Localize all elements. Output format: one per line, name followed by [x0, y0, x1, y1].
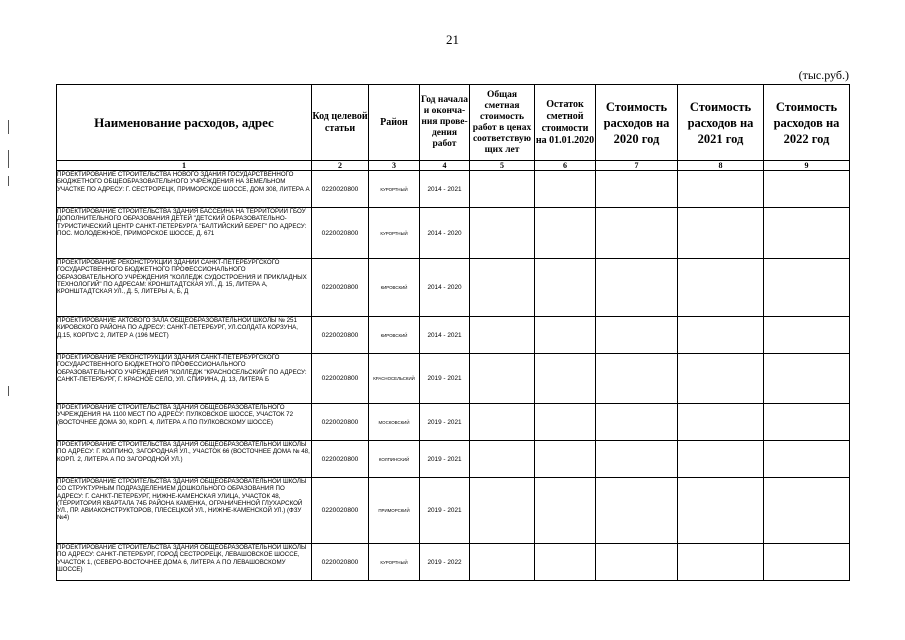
row-years: 2019 - 2021: [420, 478, 470, 544]
row-code: 0220020800: [312, 478, 369, 544]
table-row: [57, 171, 850, 208]
row-cost-2021: [678, 317, 764, 354]
row-district: КОЛПИНСКИЙ: [369, 441, 420, 478]
column-number: 4: [420, 161, 470, 171]
row-remaining: [535, 171, 596, 208]
table-row: [57, 208, 850, 259]
column-number: 9: [764, 161, 850, 171]
header-cost-2021: Стоимость расходов на 2021 год: [678, 85, 764, 161]
table-row: [57, 317, 850, 354]
row-cost-2022: [764, 354, 850, 404]
row-total-cost: [470, 354, 535, 404]
row-years: 2019 - 2022: [420, 544, 470, 581]
page-number: 21: [446, 32, 459, 47]
row-cost-2022: [764, 171, 850, 208]
row-name: ПРОЕКТИРОВАНИЕ АКТОВОГО ЗАЛА ОБЩЕОБРАЗОВАТЕЛЬНОЙ ШКОЛЫ № 251 КИРОВСКОГО РАЙОНА ПО АДРЕСУ: САНКТ-ПЕТЕРБУРГ, УЛ.СОЛДАТА КОРЗУНА, Д.15, КОРПУС 2, ЛИТЕР А (196 МЕСТ): [57, 317, 312, 354]
row-cost-2022: [764, 317, 850, 354]
row-cost-2022: [764, 208, 850, 259]
margin-mark: [8, 176, 9, 186]
row-district: КУРОРТНЫЙ: [369, 208, 420, 259]
row-years: 2014 - 2021: [420, 171, 470, 208]
budget-table: [56, 84, 850, 581]
row-cost-2020: [596, 317, 678, 354]
row-years: 2019 - 2021: [420, 404, 470, 441]
margin-mark: [8, 150, 9, 168]
row-code: 0220020800: [312, 171, 369, 208]
row-district: КИРОВСКИЙ: [369, 259, 420, 317]
column-number: 8: [678, 161, 764, 171]
row-remaining: [535, 354, 596, 404]
header-remaining: Остаток сметной стоимости на 01.01.2020: [535, 85, 596, 161]
row-district: КУРОРТНЫЙ: [369, 171, 420, 208]
row-name: ПРОЕКТИРОВАНИЕ СТРОИТЕЛЬСТВА ЗДАНИЯ ОБЩЕОБРАЗОВАТЕЛЬНОЙ ШКОЛЫ ПО АДРЕСУ: Г. КОЛПИНО, ЗАГОРОДНАЯ УЛ., УЧАСТОК 66 (ВОСТОЧНЕЕ ДОМА № 48, КОРП. 2, ЛИТЕРА А ПО ЗАГОРОДНОЙ УЛ.): [57, 441, 312, 478]
row-cost-2020: [596, 441, 678, 478]
header-total-cost: Общая сметная стоимость работ в ценах соответствую щих лет: [470, 85, 535, 161]
margin-mark: [8, 120, 9, 134]
row-cost-2020: [596, 354, 678, 404]
row-total-cost: [470, 317, 535, 354]
row-code: 0220020800: [312, 259, 369, 317]
row-cost-2022: [764, 441, 850, 478]
row-cost-2022: [764, 478, 850, 544]
row-total-cost: [470, 441, 535, 478]
row-total-cost: [470, 208, 535, 259]
row-name: ПРОЕКТИРОВАНИЕ СТРОИТЕЛЬСТВА ЗДАНИЯ ОБЩЕОБРАЗОВАТЕЛЬНОЙ ШКОЛЫ СО СТРУКТУРНЫМ ПОДРАЗДЕЛЕНИЕМ ДОШКОЛЬНОГО ОБРАЗОВАНИЯ ПО АДРЕСУ: Г. САНКТ-ПЕТЕРБУРГ, НИЖНЕ-КАМЕНСКАЯ УЛИЦА, УЧАСТОК 48, (ТЕРРИТОРИЯ КВАРТАЛА 74Б РАЙОНА КАМЕНКА, ОГРАНИЧЕННОЙ ГЛУХАРСКОЙ УЛ., ПР. АВИАКОНСТРУКТОРОВ, ПЛЕСЕЦКОЙ УЛ., НИЖНЕ-КАМЕНСКОЙ УЛ.) (ФЗУ №4): [57, 478, 312, 544]
row-district: КИРОВСКИЙ: [369, 317, 420, 354]
row-code: 0220020800: [312, 317, 369, 354]
header-cost-2020: Стоимость расходов на 2020 год: [596, 85, 678, 161]
table-row: [57, 354, 850, 404]
row-years: 2019 - 2021: [420, 354, 470, 404]
row-years: 2014 - 2020: [420, 208, 470, 259]
row-code: 0220020800: [312, 208, 369, 259]
row-total-cost: [470, 171, 535, 208]
row-remaining: [535, 441, 596, 478]
row-cost-2022: [764, 404, 850, 441]
row-remaining: [535, 259, 596, 317]
row-district: КУРОРТНЫЙ: [369, 544, 420, 581]
row-total-cost: [470, 404, 535, 441]
row-total-cost: [470, 478, 535, 544]
column-number: 7: [596, 161, 678, 171]
row-cost-2020: [596, 171, 678, 208]
units-label: (тыс.руб.): [798, 68, 849, 82]
row-name: ПРОЕКТИРОВАНИЕ СТРОИТЕЛЬСТВА ЗДАНИЯ ОБЩЕОБРАЗОВАТЕЛЬНОГО УЧРЕЖДЕНИЯ НА 1100 МЕСТ ПО АДРЕСУ: ПУЛКОВСКОЕ ШОССЕ, УЧАСТОК 72 (ВОСТОЧНЕЕ ДОМА 30, КОРП. 4, ЛИТЕРА А ПО ПУЛКОВСКОМУ ШОССЕ): [57, 404, 312, 441]
row-code: 0220020800: [312, 354, 369, 404]
table-row: [57, 544, 850, 581]
row-cost-2020: [596, 208, 678, 259]
row-name: ПРОЕКТИРОВАНИЕ РЕКОНСТРУКЦИИ ЗДАНИЯ САНКТ-ПЕТЕРБУРГСКОГО ГОСУДАРСТВЕННОГО БЮДЖЕТНОГО ПРОФЕССИОНАЛЬНОГО ОБРАЗОВАТЕЛЬНОГО УЧРЕЖДЕНИЯ "КОЛЛЕДЖ "КРАСНОСЕЛЬСКИЙ" ПО АДРЕСУ: САНКТ-ПЕТЕРБУРГ, Г. КРАСНОЕ СЕЛО, УЛ. СПИРИНА, Д. 13, ЛИТЕРА Б: [57, 354, 312, 404]
row-district: ПРИМОРСКИЙ: [369, 478, 420, 544]
row-cost-2021: [678, 478, 764, 544]
row-code: 0220020800: [312, 404, 369, 441]
row-cost-2020: [596, 404, 678, 441]
header-district: Район: [369, 85, 420, 161]
row-name: ПРОЕКТИРОВАНИЕ СТРОИТЕЛЬСТВА НОВОГО ЗДАНИЯ ГОСУДАРСТВЕННОГО БЮДЖЕТНОГО ОБЩЕОБРАЗОВАТЕЛЬНОГО УЧРЕЖДЕНИЯ НА ЗЕМЕЛЬНОМ УЧАСТКЕ ПО АДРЕСУ: Г. СЕСТРОРЕЦК, ПРИМОРСКОЕ ШОССЕ, ДОМ 308, ЛИТЕРА А: [57, 171, 312, 208]
row-district: КРАСНОСЕЛЬСКИЙ: [369, 354, 420, 404]
column-number: 3: [369, 161, 420, 171]
row-cost-2020: [596, 259, 678, 317]
column-number-row: [57, 161, 850, 171]
row-years: 2019 - 2021: [420, 441, 470, 478]
column-number: 2: [312, 161, 369, 171]
row-district: МОСКОВСКИЙ: [369, 404, 420, 441]
row-name: ПРОЕКТИРОВАНИЕ СТРОИТЕЛЬСТВА ЗДАНИЯ ОБЩЕОБРАЗОВАТЕЛЬНОЙ ШКОЛЫ ПО АДРЕСУ: САНКТ-ПЕТЕРБУРГ, ГОРОД СЕСТРОРЕЦК, ЛЕВАШОВСКОЕ ШОССЕ, УЧАСТОК 1, (СЕВЕРО-ВОСТОЧНЕЕ ДОМА 6, ЛИТЕРА А ПО ЛЕВАШОВСКОМУ ШОССЕ): [57, 544, 312, 581]
table-row: [57, 404, 850, 441]
table-row: [57, 478, 850, 544]
row-cost-2021: [678, 259, 764, 317]
row-cost-2022: [764, 259, 850, 317]
row-years: 2014 - 2021: [420, 317, 470, 354]
row-total-cost: [470, 259, 535, 317]
header-years: Год начала и оконча-ния прове-дения работ: [420, 85, 470, 161]
row-cost-2021: [678, 354, 764, 404]
row-remaining: [535, 544, 596, 581]
row-code: 0220020800: [312, 441, 369, 478]
row-years: 2014 - 2020: [420, 259, 470, 317]
table-row: [57, 441, 850, 478]
row-cost-2021: [678, 404, 764, 441]
column-number: 1: [57, 161, 312, 171]
table-row: [57, 259, 850, 317]
row-remaining: [535, 478, 596, 544]
row-code: 0220020800: [312, 544, 369, 581]
row-cost-2020: [596, 478, 678, 544]
margin-mark: [8, 386, 9, 396]
row-cost-2020: [596, 544, 678, 581]
row-remaining: [535, 317, 596, 354]
row-cost-2021: [678, 544, 764, 581]
header-cost-2022: Стоимость расходов на 2022 год: [764, 85, 850, 161]
row-name: ПРОЕКТИРОВАНИЕ РЕКОНСТРУКЦИИ ЗДАНИЙ САНКТ-ПЕТЕРБУРГСКОГО ГОСУДАРСТВЕННОГО БЮДЖЕТНОГО ПРОФЕССИОНАЛЬНОГО ОБРАЗОВАТЕЛЬНОГО УЧРЕЖДЕНИЯ "КОЛЛЕДЖ СУДОСТРОЕНИЯ И ПРИКЛАДНЫХ ТЕХНОЛОГИЙ" ПО АДРЕСАМ: КРОНШТАДТСКАЯ УЛ., Д. 15, ЛИТЕРА А, КРОНШТАДТСКАЯ УЛ., Д. 5, ЛИТЕРЫ А, Б, Д: [57, 259, 312, 317]
row-remaining: [535, 404, 596, 441]
row-remaining: [535, 208, 596, 259]
row-cost-2021: [678, 171, 764, 208]
row-cost-2021: [678, 208, 764, 259]
row-cost-2022: [764, 544, 850, 581]
header-name: Наименование расходов, адрес: [57, 85, 312, 161]
row-name: ПРОЕКТИРОВАНИЕ СТРОИТЕЛЬСТВА ЗДАНИЯ БАССЕЙНА НА ТЕРРИТОРИИ ГБОУ ДОПОЛНИТЕЛЬНОГО ОБРАЗОВАНИЯ ДЕТЕЙ "ДЕТСКИЙ ОБРАЗОВАТЕЛЬНО-ТУРИСТИЧЕСКИЙ ЦЕНТР САНКТ-ПЕТЕРБУРГА "БАЛТИЙСКИЙ БЕРЕГ" ПО АДРЕСУ: ПОС. МОЛОДЕЖНОЕ, ПРИМОРСКОЕ ШОССЕ, Д. 671: [57, 208, 312, 259]
column-number: 5: [470, 161, 535, 171]
column-number: 6: [535, 161, 596, 171]
row-cost-2021: [678, 441, 764, 478]
header-row: [57, 85, 850, 161]
header-code: Код целевой статьи: [312, 85, 369, 161]
row-total-cost: [470, 544, 535, 581]
